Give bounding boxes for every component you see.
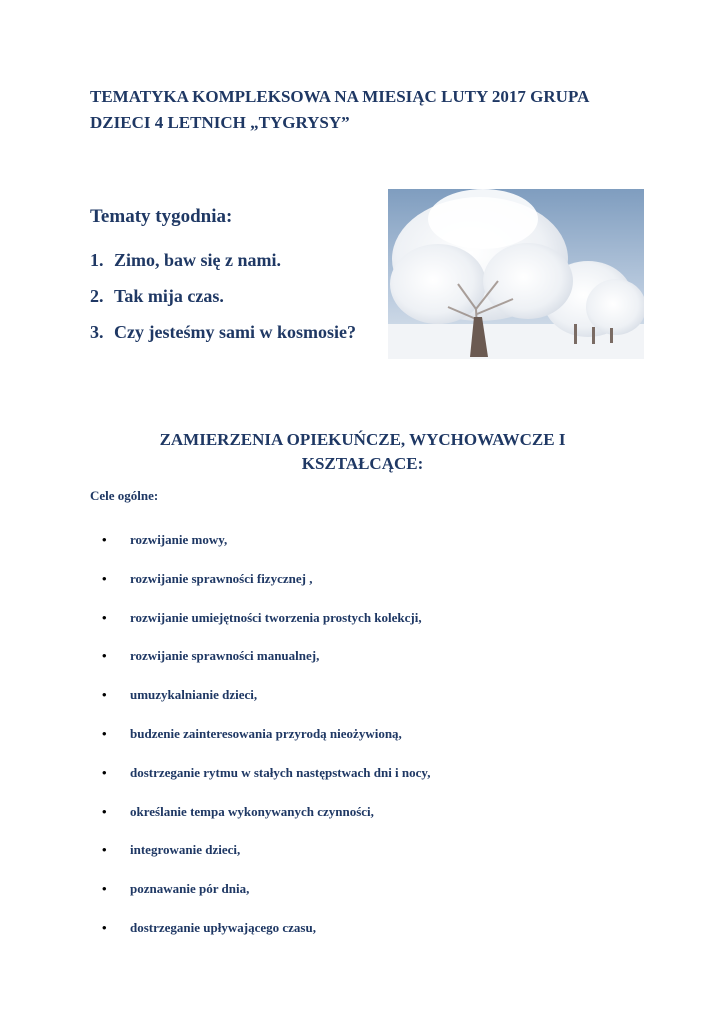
goal-text: rozwijanie umiejętności tworzenia prostych kolekcji,	[130, 609, 422, 625]
bullet-icon: •	[102, 764, 107, 780]
bullet-icon: •	[102, 881, 107, 897]
page-title: TEMATYKA KOMPLEKSOWA NA MIESIĄC LUTY 2017 GRUPA DZIECI 4 LETNICH „TYGRYSY”	[90, 87, 589, 132]
week-label: Tak mija czas.	[114, 286, 224, 306]
list-item	[102, 880, 430, 919]
goal-text: integrowanie dzieci,	[130, 842, 241, 858]
list-item	[102, 803, 430, 842]
week-item	[90, 320, 356, 356]
bullet-icon: •	[102, 919, 107, 935]
bullet-icon: •	[102, 842, 107, 858]
list-item	[102, 686, 430, 725]
section-heading: ZAMIERZENIA OPIEKUŃCZE, WYCHOWAWCZE I KSZTAŁCĄCE:	[159, 430, 566, 473]
week-number: 1.	[90, 250, 104, 270]
goal-text: poznawanie pór dnia,	[130, 881, 250, 897]
list-item	[102, 531, 430, 570]
week-item	[90, 248, 356, 284]
bullet-icon: •	[102, 570, 107, 586]
goal-text: dostrzeganie upływającego czasu,	[130, 919, 316, 935]
list-item	[102, 725, 430, 764]
week-item	[90, 284, 356, 320]
list-item	[102, 647, 430, 686]
goals-list	[102, 531, 430, 958]
week-number: 3.	[90, 322, 104, 342]
goal-text: dostrzeganie rytmu w stałych następstwach dni i nocy,	[130, 764, 431, 780]
goal-text: rozwijanie sprawności fizycznej ,	[130, 570, 313, 586]
list-item	[102, 841, 430, 880]
bullet-icon: •	[102, 532, 107, 547]
goals-label: Cele ogólne:	[90, 488, 159, 503]
bullet-icon: •	[102, 687, 107, 703]
weeks-heading: Tematy tygodnia:	[90, 206, 233, 227]
week-label: Czy jesteśmy sami w kosmosie?	[114, 322, 356, 342]
goal-text: rozwijanie mowy,	[130, 532, 228, 547]
winter-tree-photo	[388, 189, 644, 359]
list-item	[102, 764, 430, 803]
week-number: 2.	[90, 286, 104, 306]
goal-text: budzenie zainteresowania przyrodą nieożywioną,	[130, 725, 402, 741]
goal-text: określanie tempa wykonywanych czynności,	[130, 803, 374, 819]
list-item	[102, 919, 430, 958]
bullet-icon: •	[102, 725, 107, 741]
bullet-icon: •	[102, 803, 107, 819]
weeks-list	[90, 248, 356, 356]
goal-text: umuzykalnianie dzieci,	[130, 687, 258, 703]
bullet-icon: •	[102, 609, 107, 625]
list-item	[102, 570, 430, 609]
list-item	[102, 609, 430, 648]
goal-text: rozwijanie sprawności manualnej,	[130, 648, 320, 664]
week-label: Zimo, baw się z nami.	[114, 250, 282, 270]
bullet-icon: •	[102, 648, 107, 664]
